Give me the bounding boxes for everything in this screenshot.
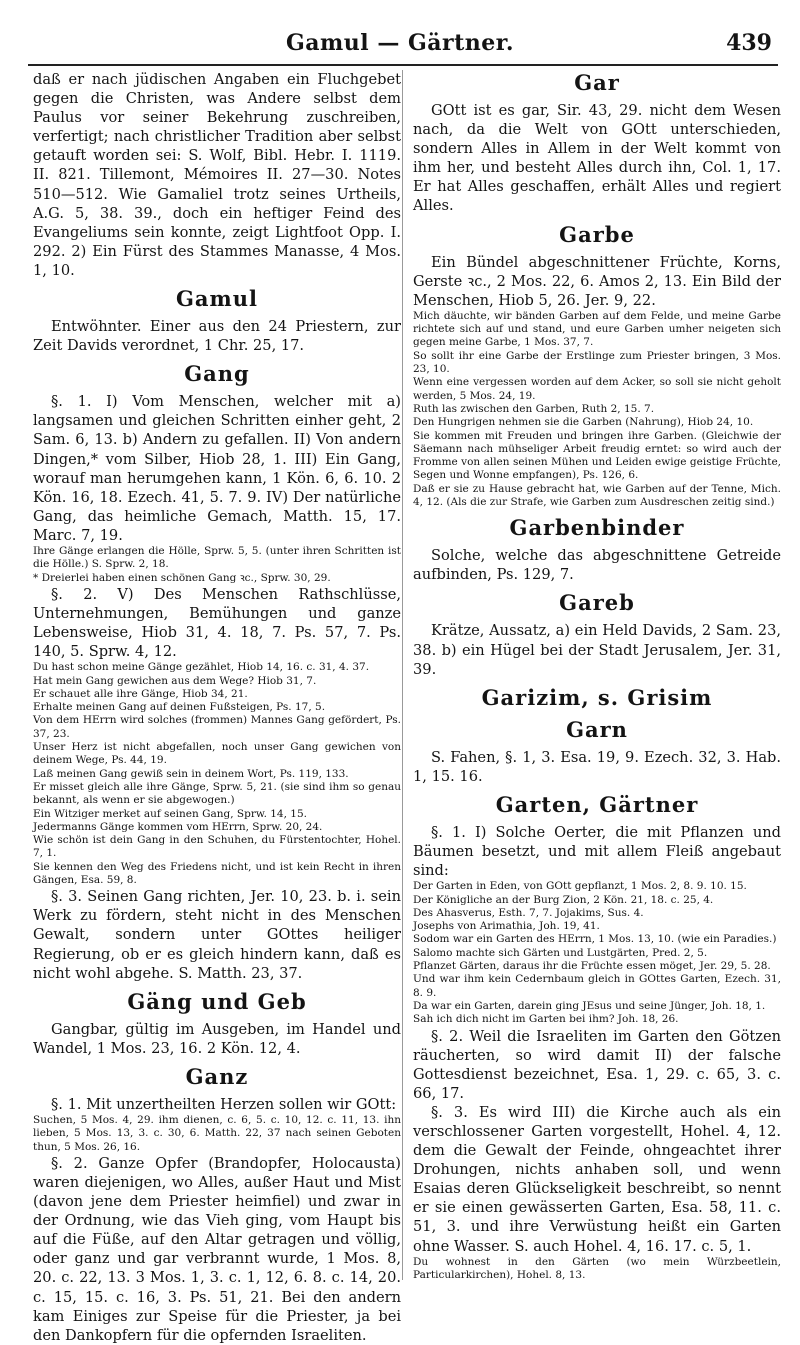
citation-list [33, 661, 401, 887]
citation: Ruth las zwischen den Garben, Ruth 2, 15. 7. [413, 402, 655, 415]
entry-heading-gaeng-und-geb: Gäng und Geb [127, 988, 307, 1014]
citation: Der Königliche an der Burg Zion, 2 Kön. 21, 18. c. 25, 4. [413, 893, 714, 906]
entry-heading-gar: Gar [574, 70, 620, 95]
citation: Mich däuchte, wir bänden Garben auf dem Felde, und meine Garbe richtete sich auf und stand, und eure Garben umher neigeten sich gegen meine Garbe, 1 Mos. 37, 7. [413, 309, 781, 349]
citation-list [33, 545, 401, 585]
entry-heading-garn: Garn [566, 716, 628, 742]
page-number: 439 [726, 30, 772, 56]
entry-heading-garten: Garten, Gärtner [495, 791, 699, 817]
citation: Der Garten in Eden, von GOtt gepflanzt, 1 Mos. 2, 8. 9. 10. 15. [413, 880, 747, 893]
citation: Du hast schon meine Gänge gezählet, Hiob 14, 16. c. 31, 4. 37. [33, 661, 370, 674]
citation: Wie schön ist dein Gang in den Schuhen, du Fürstentochter, Hohel. 7, 1. [33, 834, 401, 860]
entry-heading-garizim: Garizim, s. Grisim [481, 684, 713, 710]
citation: Sie kennen den Weg des Friedens nicht, und ist kein Recht in ihren Gängen, Esa. 59, 8. [33, 860, 401, 886]
running-title: Gamul — Gärtner. [285, 30, 514, 56]
column-separator [402, 70, 403, 1280]
paragraph: Krätze, Aussatz, a) ein Held Davids, 2 Sam. 23, 38. b) ein Hügel bei der Stadt Jerusalem, Jer. 31, 39. [413, 622, 781, 678]
citation: Hat mein Gang gewichen aus dem Wege? Hiob 31, 7. [33, 674, 317, 687]
paragraph: Solche, welche das abgeschnittene Getreide aufbinden, Ps. 129, 7. [413, 547, 781, 584]
citation: Von dem HErrn wird solches (frommen) Mannes Gang gefördert, Ps. 37, 23. [33, 714, 401, 740]
citation: Suchen, 5 Mos. 4, 29. ihm dienen, c. 6, 5. c. 10, 12. c. 11, 13. ihn lieben, 5 Mos. 13, 3. c. 30, 6. Matth. 22, 37 nach seinen Geboten thun, 5 Mos. 26, 16. [33, 1114, 401, 1153]
citation-list [33, 1114, 401, 1154]
paragraph: §. 2. V) Des Menschen Rathschlüsse, Unternehmungen, Bemühungen und ganze Lebensweise, Hiob 31, 4. 18, 7. Ps. 57, 7. Ps. 140, 5. Sprw. 4, 12. [33, 585, 401, 661]
citation: Wenn eine vergessen worden auf dem Acker, so soll sie nicht geholt werden, 5 Mos. 24, 19. [413, 376, 781, 402]
citation-list [413, 310, 781, 509]
left-column [33, 70, 401, 1344]
citation: Den Hungrigen nehmen sie die Garben (Nahrung), Hiob 24, 10. [413, 416, 754, 429]
paragraph: Gangbar, gültig im Ausgeben, im Handel und Wandel, 1 Mos. 23, 16. 2 Kön. 12, 4. [33, 1020, 401, 1057]
paragraph: §. 2. Ganze Opfer (Brandopfer, Holocausta) waren diejenigen, wo Alles, außer Haut und Mist (davon jene dem Priester heimfiel) und zwar in der Ordnung, wie das Vieh ging, vom Haupt bis auf die Füße, auf den Altar getragen und völlig, oder ganz und gar verbrannt wurde, 1 Mos. 8, 20. c. 22, 13. 3 Mos. 1, 3. c. 1, 12, 6. 8. c. 14, 20. c. 15, 15. c. 16, 3. Ps. 51, 21. Bei den andern kam Einiges zur Speise für die Priester, ja bei den Dankopfern für die opfernden Israeliten. [33, 1154, 401, 1344]
paragraph: §. 1. I) Solche Oerter, die mit Pflanzen und Bäumen besetzt, und mit allem Fleiß angebaut sind: [413, 823, 781, 880]
citation: Er schauet alle ihre Gänge, Hiob 34, 21. [33, 687, 248, 700]
citation: So sollt ihr eine Garbe der Erstlinge zum Priester bringen, 3 Mos. 23, 10. [413, 349, 781, 376]
citation: Sie kommen mit Freuden und bringen ihre Garben. (Gleichwie der Säemann nach mühseliger Arbeit freudig erntet: so wird auch der Fromme von allen seinen Mühen und Leiden ewige geistige Früchte, Segen und Wonne empfangen), Ps. 126, 6. [413, 429, 781, 482]
paragraph: daß er nach jüdischen Angaben ein Fluchgebet gegen die Christen, was Andere selbst dem Paulus vor seiner Bekehrung zuschreiben, verfertigt; nach christlicher Tradition aber selbst getauft worden sei: S. Wolf, Bibl. Hebr. I. 1119. II. 821. Tillemont, Mémoires II. 27—30. Notes 510—512. Wie Gamaliel trotz seines Urtheils, A.G. 5, 38. 39., doch ein heftiger Feind des Evangeliums sein konnte, zeigt Lightfoot Opp. I. 292. 2) Ein Fürst des Stammes Manasse, 4 Mos. 1, 10. [33, 71, 401, 279]
entry-heading-ganz: Ganz [185, 1063, 249, 1089]
header-rule [28, 64, 778, 66]
citation: Sah ich dich nicht im Garten bei ihm? Joh. 18, 26. [413, 1013, 679, 1026]
citation: Daß er sie zu Hause gebracht hat, wie Garben auf der Tenne, Mich. 4, 12. (Als die zur Strafe, wie Garben zum Ausdreschen zeitig sind.) [413, 482, 781, 508]
citation: Erhalte meinen Gang auf deinen Fußsteigen, Ps. 17, 5. [33, 701, 326, 714]
paragraph: §. 2. Weil die Israeliten im Garten den Götzen räucherten, so wird damit II) der falsche Gottesdienst bezeichnet, Esa. 1, 29. c. 65, 3. c. 66, 17. [413, 1027, 781, 1102]
paragraph: §. 3. Seinen Gang richten, Jer. 10, 23. b. i. sein Werk zu fördern, steht nicht in des Menschen Gewalt, sondern unter GOttes heiliger Regierung, ob er es gleich hindern kann, daß es nicht wohl abgehe. S. Matth. 23, 37. [33, 888, 401, 982]
citation: Und war ihm kein Cedernbaum gleich in GOttes Garten, Ezech. 31, 8. 9. [413, 973, 781, 999]
citation: Er misset gleich alle ihre Gänge, Sprw. 5, 21. (sie sind ihm so genau bekannt, als wenn er sie abgewogen.) [33, 780, 401, 807]
entry-heading-gang: Gang [184, 361, 250, 387]
citation: Laß meinen Gang gewiß sein in deinem Wort, Ps. 119, 133. [33, 767, 349, 780]
citation: Josephs von Arimathia, Joh. 19, 41. [413, 920, 600, 933]
paragraph: §. 1. Mit unzertheilten Herzen sollen wir GOtt: [51, 1095, 397, 1113]
citation: Unser Herz ist nicht abgefallen, noch unser Gang gewichen von deinem Wege, Ps. 44, 19. [33, 741, 401, 767]
citation: Des Ahasverus, Esth. 7, 7. Jojakims, Sus. 4. [413, 906, 644, 919]
citation: * Dreierlei haben einen schönen Gang ꝛc., Sprw. 30, 29. [33, 571, 331, 584]
citation: Jedermanns Gänge kommen vom HErrn, Sprw. 20, 24. [33, 820, 323, 833]
citation-list [413, 880, 781, 1026]
paragraph: S. Fahen, §. 1, 3. Esa. 19, 9. Ezech. 32, 3. Hab. 1, 15. 16. [413, 748, 781, 785]
paragraph: GOtt ist es gar, Sir. 43, 29. nicht dem Wesen nach, da die Welt von GOtt unterschieden, sondern Alles in Allem in der Welt kommt von ihm her, und besteht Alles durch ihn, Col. 1, 17. Er hat Alles geschaffen, erhält Alles und regiert Alles. [413, 102, 781, 215]
entry-heading-garbenbinder: Garbenbinder [509, 515, 685, 541]
citation-list [413, 1256, 781, 1283]
paragraph: Ein Bündel abgeschnittener Früchte, Korns, Gerste ꝛc., 2 Mos. 22, 6. Amos 2, 13. Ein Bild der Menschen, Hiob 5, 26. Jer. 9, 22. [413, 253, 781, 309]
citation: Ein Witziger merket auf seinen Gang, Sprw. 14, 15. [33, 807, 307, 820]
citation: Ihre Gänge erlangen die Hölle, Sprw. 5, 5. (unter ihren Schritten ist die Hölle.) S. Sprw. 2, 18. [33, 544, 401, 571]
citation: Du wohnest in den Gärten (wo mein Würzbeetlein, Particularkirchen), Hohel. 8, 13. [413, 1255, 781, 1281]
citation: Da war ein Garten, darein ging JEsus und seine Jünger, Joh. 18, 1. [413, 999, 766, 1012]
entry-heading-gareb: Gareb [559, 590, 635, 616]
citation: Pflanzet Gärten, daraus ihr die Früchte essen möget, Jer. 29, 5. 28. [413, 960, 771, 973]
entry-heading-gamul: Gamul [175, 286, 258, 312]
paragraph: §. 3. Es wird III) die Kirche auch als ein verschlossener Garten vorgestellt, Hohel. 4, 12. dem die Gewalt der Feinde, ohngeachtet ihrer Drohungen, nichts anhaben soll, und wenn Esaias deren Glückseligkeit beschreibt, so nennt er sie einen gewässerten Garten, Esa. 58, 11. c. 51, 3. und ihre Verwüstung heißt ein Garten ohne Wasser. S. auch Hohel. 4, 16. 17. c. 5, 1. [413, 1103, 781, 1255]
right-column [413, 70, 781, 1280]
citation: Salomo machte sich Gärten und Lustgärten, Pred. 2, 5. [413, 946, 708, 959]
paragraph: Entwöhnter. Einer aus den 24 Priestern, zur Zeit Davids verordnet, 1 Chr. 25, 17. [33, 318, 401, 355]
running-header [20, 30, 780, 60]
entry-heading-garbe: Garbe [559, 221, 635, 247]
citation: Sodom war ein Garten des HErrn, 1 Mos. 13, 10. (wie ein Paradies.) [413, 933, 777, 946]
paragraph: §. 1. I) Vom Menschen, welcher mit a) langsamen und gleichen Schritten einher geht, 2 Sam. 6, 13. b) Andern zu gefallen. II) Von andern Dingen,* vom Silber, Hiob 28, 1. III) Ein Gang, worauf man herumgehen kann, 1 Kön. 6, 6. 10. 2 Kön. 16, 18. Ezech. 41, 5. 7. 9. IV) Der natürliche Gang, das heimliche Gemach, Matth. 15, 17. Marc. 7, 19. [33, 393, 401, 544]
